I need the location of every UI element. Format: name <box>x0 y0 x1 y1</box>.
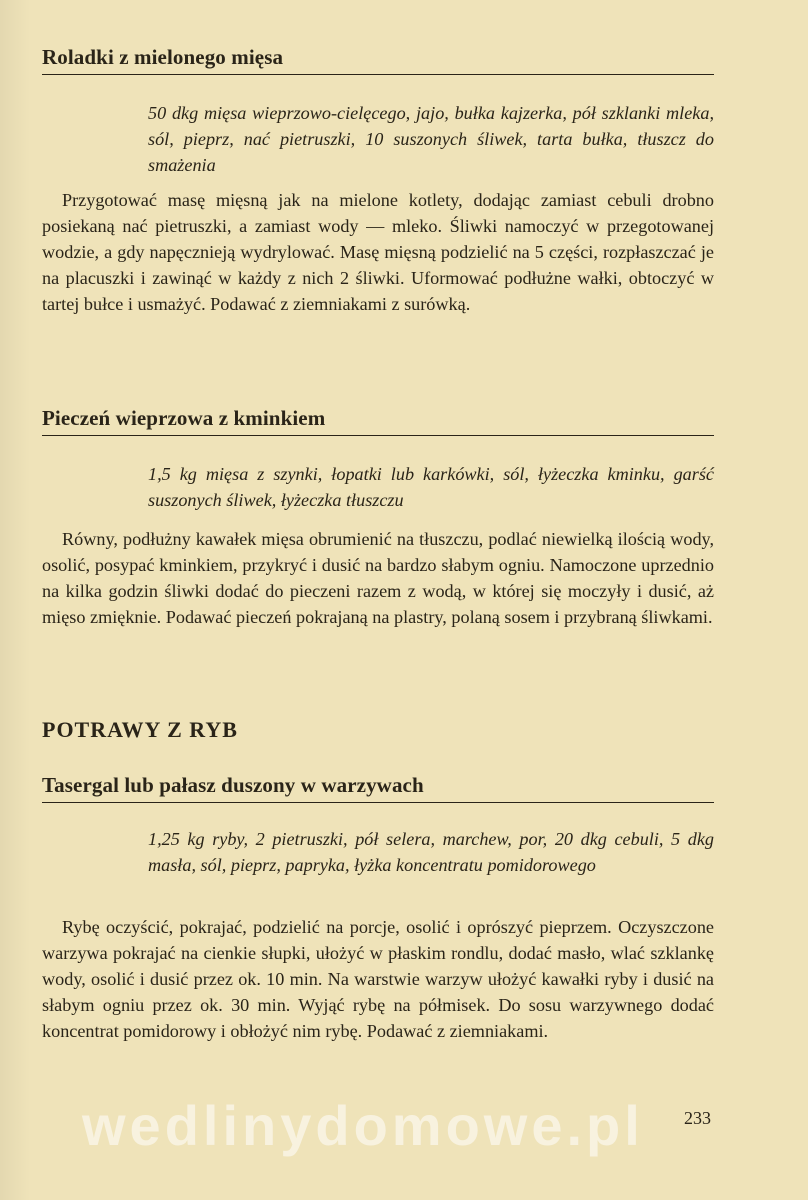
ingredients-tasergal: 1,25 kg ryby, 2 pietruszki, pół selera, marchew, por, 20 dkg cebuli, 5 dkg masła, sól, pieprz, papryka, łyżka koncentratu pomidorowego <box>148 829 714 875</box>
recipe-title-pieczen: Pieczeń wieprzowa z kminkiem <box>42 405 714 436</box>
instructions-pieczen: Równy, podłużny kawałek mięsa obrumienić na tłuszczu, podlać niewielką ilością wody, osolić, posypać kminkiem, przykryć i dusić na bardzo słabym ogniu. Namoczone uprzednio na kilka godzin śliwki dodać do pieczeni razem z wodą, w której się moczyły i dusić, aż mięso zmięknie. Podawać pieczeń pokrajaną na plastry, polaną sosem i przybraną śliwkami. <box>42 529 714 627</box>
recipe-title-roladki: Roladki z mielonego mięsa <box>42 44 714 75</box>
recipe-title-tasergal: Tasergal lub pałasz duszony w warzywach <box>42 772 714 803</box>
ingredients-roladki: 50 dkg mięsa wieprzowo-cielęcego, jajo, bułka kajzerka, pół szklanki mleka, sól, pieprz, nać pietruszki, 10 suszonych śliwek, tarta bułka, tłuszcz do smażenia <box>148 103 714 175</box>
page-number: 233 <box>684 1108 711 1128</box>
ingredients-pieczen: 1,5 kg mięsa z szynki, łopatki lub karkówki, sól, łyżeczka kminku, garść suszonych śliwek, łyżeczka tłuszczu <box>148 464 714 510</box>
section-title-ryby: POTRAWY Z RYB <box>42 717 238 742</box>
instructions-roladki: Przygotować masę mięsną jak na mielone kotlety, dodając zamiast cebuli drobno posiekaną nać pietruszki, a zamiast wody — mleko. Śliwki namoczyć w przegotowanej wodzie, a gdy napęcznieją wydrylować. Masę mięsną podzielić na 5 części, rozpłaszczać je na placuszki i zawinąć w każdy z nich 2 śliwki. Uformować podłużne wałki, obtoczyć w tartej bułce i usmażyć. Podawać z ziemniakami z surówką. <box>42 190 714 314</box>
watermark: wedlinydomowe.pl <box>82 1094 644 1157</box>
instructions-tasergal: Rybę oczyścić, pokrajać, podzielić na porcje, osolić i oprószyć pieprzem. Oczyszczone warzywa pokrajać na cienkie słupki, ułożyć w płaskim rondlu, dodać masło, wlać szklankę wody, osolić i dusić przez ok. 10 min. Na warstwie warzyw ułożyć kawałki ryby i dusić na słabym ogniu przez ok. 30 min. Wyjąć rybę na półmisek. Do sosu warzywnego dodać koncentrat pomidorowy i obłożyć nim rybę. Podawać z ziemniakami. <box>42 917 714 1041</box>
